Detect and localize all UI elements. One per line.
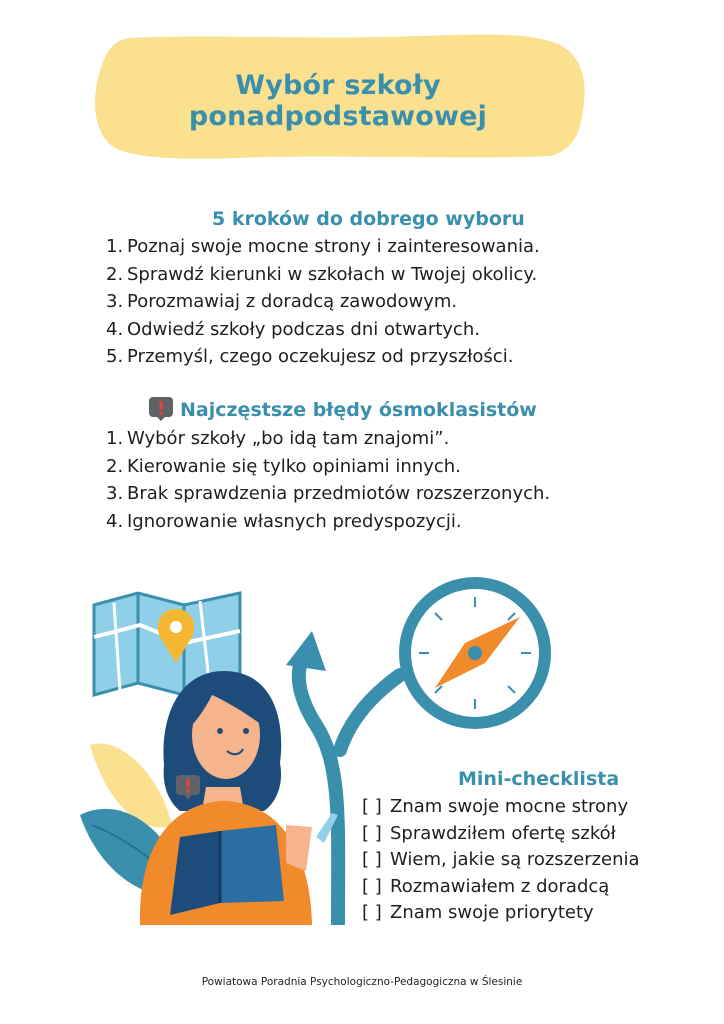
checklist-text: Znam swoje mocne strony [390,796,629,817]
list-text: Odwiedź szkoły podczas dni otwartych. [127,318,480,340]
checkbox-placeholder: [ ] [362,796,382,817]
warning-exclamation-icon [148,396,174,422]
mistakes-heading: Najczęstsze błędy ósmoklasistów [180,399,537,421]
list-number: 1. [106,236,124,257]
list-number: 3. [106,291,124,312]
checklist-text: Rozmawiałem z doradcą [390,875,610,897]
checklist-heading: Mini-checklista [458,768,620,790]
checklist [362,794,640,927]
checkbox-placeholder: [ ] [362,875,382,897]
list-item [106,288,540,316]
footer-organization: Powiatowa Poradnia Psychologiczno-Pedagogiczna w Ślesinie [201,976,523,988]
checklist-item [362,821,640,848]
list-text: Poznaj swoje mocne strony i zainteresowania. [127,236,540,257]
list-number: 4. [106,318,124,340]
steps-list [106,233,540,371]
list-text: Ignorowanie własnych predyspozycji. [127,510,462,532]
list-number: 2. [106,263,124,285]
list-item [106,233,540,261]
list-text: Przemyśl, czego oczekujesz od przyszłości. [127,346,514,367]
list-number: 5. [106,346,124,367]
list-text: Porozmawiaj z doradcą zawodowym. [127,291,458,312]
checklist-item [362,847,640,874]
list-number: 2. [106,455,124,477]
list-item [106,261,540,289]
checklist-item [362,900,640,927]
checklist-text: Wiem, jakie są rozszerzenia [390,849,640,870]
checkbox-placeholder: [ ] [362,849,382,870]
compass-icon [399,577,551,729]
steps-heading: 5 kroków do dobrego wyboru [212,208,525,230]
mistakes-list [106,425,550,535]
list-number: 1. [106,428,124,449]
list-item [106,343,540,371]
list-item [106,425,550,453]
checklist-text: Sprawdziłem ofertę szkół [390,822,616,844]
checklist-text: Znam swoje priorytety [390,902,594,923]
list-text: Brak sprawdzenia przedmiotów rozszerzonych. [127,483,551,504]
checkbox-placeholder: [ ] [362,822,382,844]
list-text: Sprawdź kierunki w szkołach w Twojej okolicy. [127,263,538,285]
list-text: Wybór szkoły „bo idą tam znajomi”. [127,428,450,449]
page-title: Wybór szkoły ponadpodstawowej [188,70,488,132]
list-item [106,508,550,536]
list-item [106,316,540,344]
checklist-item [362,874,640,901]
checkbox-placeholder: [ ] [362,902,382,923]
list-number: 3. [106,483,124,504]
list-text: Kierowanie się tylko opiniami innych. [127,455,461,477]
checklist-item [362,794,640,821]
list-number: 4. [106,510,124,532]
list-item [106,480,550,508]
list-item [106,453,550,481]
